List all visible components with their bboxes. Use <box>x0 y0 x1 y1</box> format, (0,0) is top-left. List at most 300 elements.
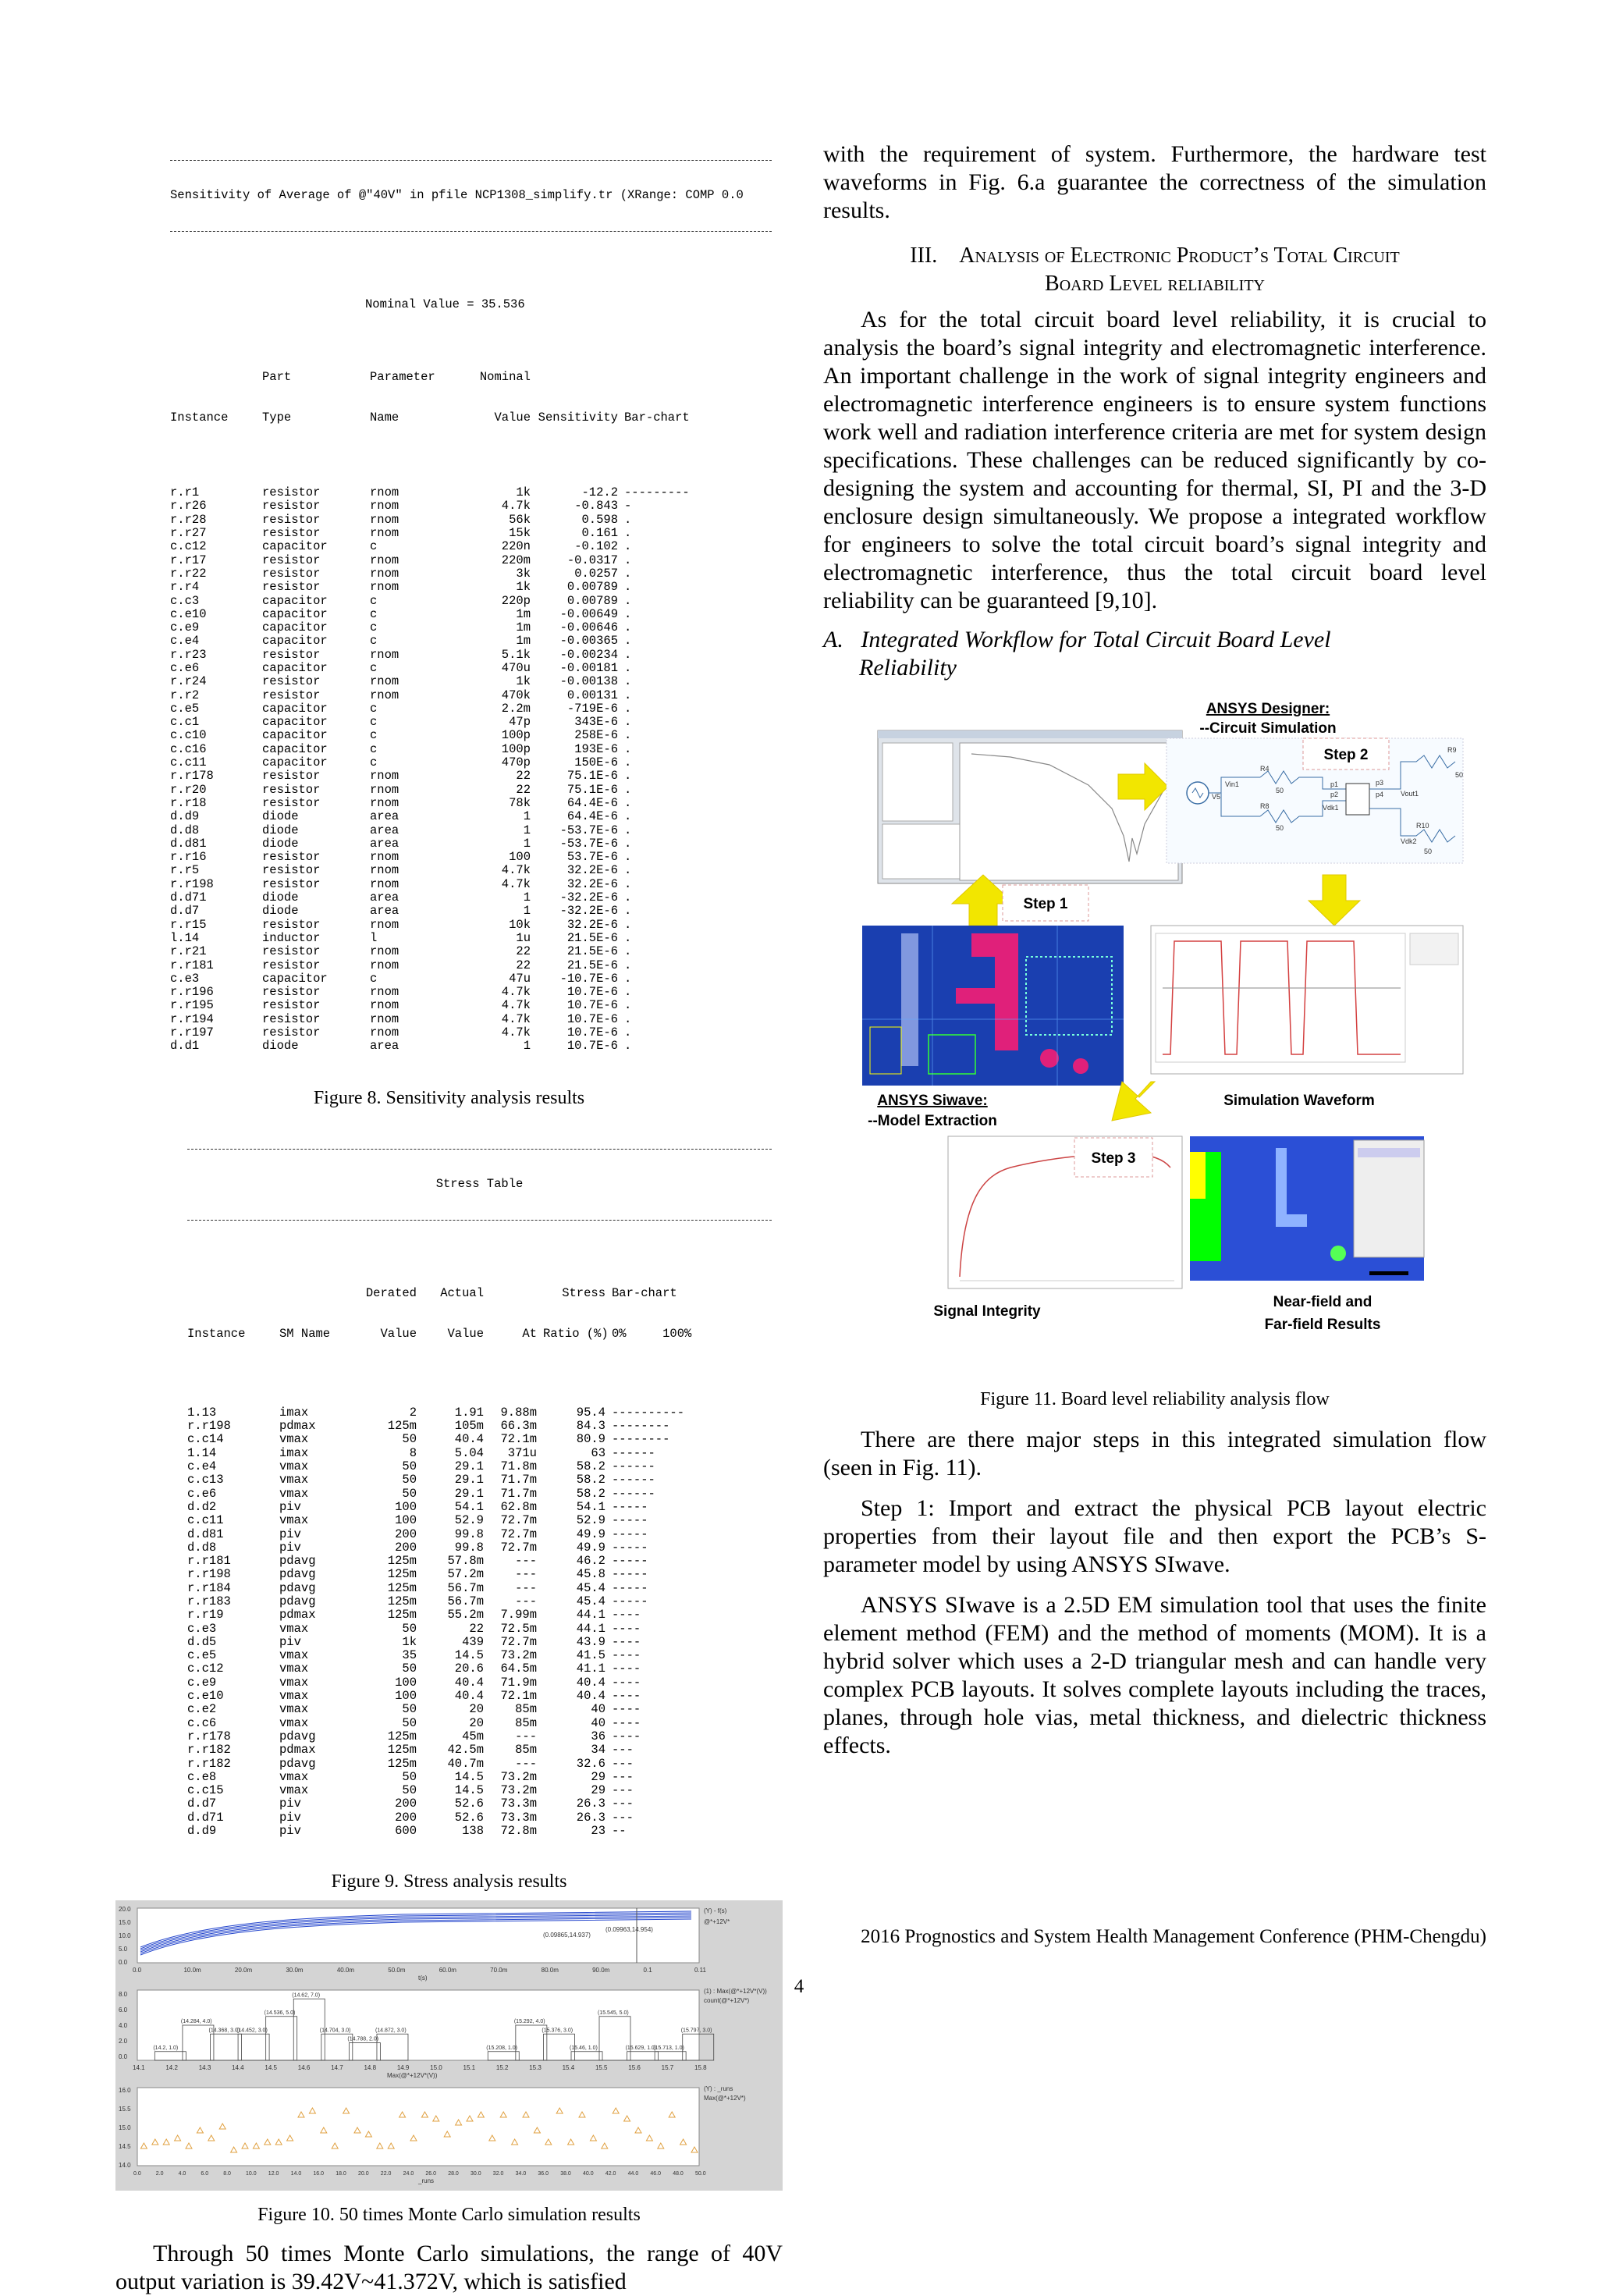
table-cell: . <box>624 553 632 567</box>
table-cell: 41.1 <box>576 1662 605 1676</box>
table-cell: 53.7E-6 <box>566 850 618 865</box>
table-cell: 80.9 <box>576 1432 605 1447</box>
table-cell: 73.3m <box>500 1797 537 1811</box>
table-cell: capacitor <box>262 606 328 621</box>
figure-11 <box>854 699 1471 1386</box>
table-cell: 99.8 <box>454 1540 484 1555</box>
histogram-label: (14.704, 3.0) <box>319 2028 351 2034</box>
header-cell: Value <box>380 1327 417 1342</box>
table-cell: . <box>624 1025 632 1040</box>
table-row <box>170 608 772 621</box>
plot3-xtick: 2.0 <box>155 2170 164 2177</box>
plot2-ytick: 0.0 <box>119 2053 128 2060</box>
table-cell: --- <box>515 1594 537 1608</box>
table-cell: rnom <box>370 863 400 878</box>
right-paragraph-0: with the requirement of system. Furthermore, the hardware test waveforms in Fig. 6.a guarantee the correctness of the simulation results. <box>823 141 1486 223</box>
table-row <box>187 1541 772 1555</box>
table-cell: . <box>624 958 632 972</box>
table-cell: diode <box>262 809 299 824</box>
table-cell: resistor <box>262 674 321 689</box>
table-cell: 470u <box>501 660 531 675</box>
fig8-nominal: Nominal Value = 35.536 <box>365 297 525 312</box>
monte-carlo-plots <box>115 1900 783 2191</box>
schem-p4: p4 <box>1376 791 1384 798</box>
table-cell: 50 <box>402 1621 417 1636</box>
table-cell: c.c14 <box>187 1432 224 1447</box>
table-row <box>170 797 772 810</box>
schem-vout1: Vout1 <box>1401 790 1419 798</box>
table-cell: 52.6 <box>454 1797 484 1811</box>
plot1-xtick: 50.0m <box>388 1966 406 1974</box>
table-cell: ----- <box>612 1580 648 1595</box>
table-cell: 21.5E-6 <box>566 958 618 972</box>
table-cell: rnom <box>370 688 400 702</box>
histogram-label: (15.713, 1.0) <box>653 2045 684 2051</box>
table-cell: resistor <box>262 512 321 527</box>
table-cell: vmax <box>279 1715 309 1730</box>
table-cell: 125m <box>387 1729 417 1743</box>
table-cell: 29.1 <box>454 1459 484 1474</box>
table-cell: . <box>624 701 632 716</box>
table-cell: c <box>370 701 378 716</box>
table-cell: ----- <box>612 1499 648 1514</box>
table-row <box>187 1730 772 1743</box>
table-cell: 200 <box>395 1797 417 1811</box>
table-cell: ---- <box>612 1662 641 1676</box>
table-cell: 1k <box>516 580 531 595</box>
histogram-label: (14.452, 3.0) <box>236 2028 268 2034</box>
table-cell: . <box>624 863 632 878</box>
table-cell: ---------- <box>612 1405 685 1420</box>
table-cell: c.c11 <box>187 1513 224 1528</box>
right-paragraph-3: Step 1: Import and extract the physical PCB layout electric properties from their layout file and then export the PCB’s S-parameter model by using ANSYS SIwave. <box>823 1495 1486 1577</box>
fig9-rows <box>187 1406 772 1839</box>
plot1-annotation: (0.09865,14.937) <box>543 1931 591 1939</box>
table-cell: 100 <box>509 850 531 865</box>
table-cell: 40.4 <box>576 1675 605 1690</box>
table-cell: r.r184 <box>187 1580 231 1595</box>
table-cell: capacitor <box>262 755 328 770</box>
plot3-xtick: 16.0 <box>313 2170 325 2177</box>
table-cell: 71.7m <box>500 1486 537 1501</box>
table-cell: 99.8 <box>454 1527 484 1541</box>
table-cell: capacitor <box>262 715 328 730</box>
table-cell: 0.161 <box>581 526 618 541</box>
table-cell: . <box>624 1011 632 1026</box>
table-cell: -0.843 <box>574 499 618 514</box>
table-cell: c.e4 <box>187 1459 217 1474</box>
table-cell: 14.5 <box>454 1783 484 1798</box>
table-cell: . <box>624 809 632 824</box>
table-row <box>170 702 772 716</box>
table-cell: rnom <box>370 674 400 689</box>
table-cell: 22 <box>516 944 531 959</box>
table-cell: ----- <box>612 1527 648 1541</box>
table-row <box>170 891 772 905</box>
table-cell: pdavg <box>279 1729 316 1743</box>
table-cell: . <box>624 620 632 635</box>
table-cell: rnom <box>370 485 400 500</box>
signal-integrity-label: Signal Integrity <box>933 1303 1041 1320</box>
table-cell: d.d81 <box>187 1527 224 1541</box>
table-cell: c.e4 <box>170 634 200 649</box>
table-cell: 40.4 <box>454 1432 484 1447</box>
table-row <box>187 1690 772 1703</box>
plot2-xlabel: Max(@*+12V*(V)) <box>387 2071 438 2079</box>
plot3-ytick: 14.5 <box>119 2142 131 2150</box>
plot3-xtick: 22.0 <box>380 2170 392 2177</box>
header-cell: Derated <box>365 1286 417 1301</box>
plot2-ytick: 2.0 <box>119 2037 128 2045</box>
table-cell: . <box>624 971 632 986</box>
table-row <box>187 1622 772 1636</box>
table-row <box>187 1771 772 1784</box>
subsection-letter: A. <box>823 627 843 652</box>
table-cell: vmax <box>279 1432 309 1447</box>
table-cell: --- <box>515 1554 537 1569</box>
table-cell: 63 <box>591 1445 605 1460</box>
table-cell: 32.6 <box>576 1756 605 1771</box>
table-cell: 1 <box>523 823 531 837</box>
table-row <box>170 729 772 742</box>
header-cell: Ratio (%) <box>543 1327 609 1342</box>
table-cell: . <box>624 526 632 541</box>
table-cell: 47u <box>509 971 531 986</box>
table-cell: diode <box>262 890 299 905</box>
plot2-legend-2: count(@*+12V*) <box>704 1996 750 2004</box>
table-row <box>187 1568 772 1581</box>
table-cell: 1 <box>523 809 531 824</box>
table-cell: -12.2 <box>581 485 618 500</box>
table-cell: --- <box>515 1580 537 1595</box>
table-cell: 20 <box>469 1715 484 1730</box>
table-row <box>170 595 772 608</box>
table-row <box>170 716 772 729</box>
histogram-label: (15.376, 3.0) <box>542 2028 574 2034</box>
plot2-xtick: 14.3 <box>198 2063 211 2071</box>
table-cell: 56.7m <box>447 1580 484 1595</box>
table-row <box>187 1473 772 1487</box>
table-cell: ---- <box>612 1689 641 1704</box>
fig8-caption: Figure 8. Sensitivity analysis results <box>313 1088 585 1109</box>
table-cell: 46.2 <box>576 1554 605 1569</box>
table-cell: diode <box>262 1039 299 1054</box>
table-cell: -- <box>612 1824 627 1839</box>
table-cell: r.r17 <box>170 553 207 567</box>
table-cell: . <box>624 566 632 581</box>
table-cell: 4.7k <box>501 985 531 1000</box>
table-cell: ------ <box>612 1459 655 1474</box>
table-row <box>170 919 772 932</box>
table-cell: . <box>624 647 632 662</box>
plot3-legend-2: Max(@*+12V*) <box>704 2094 746 2102</box>
plot2-xtick: 14.7 <box>331 2063 343 2071</box>
table-cell: 1k <box>516 485 531 500</box>
table-cell: 56k <box>509 512 531 527</box>
table-cell: 10.7E-6 <box>566 1011 618 1026</box>
table-row <box>170 784 772 797</box>
table-cell: 50 <box>402 1459 417 1474</box>
table-cell: 258E-6 <box>574 728 618 743</box>
table-cell: resistor <box>262 795 321 810</box>
table-row <box>170 1026 772 1040</box>
table-cell: r.r2 <box>170 688 200 702</box>
plot1-ytick: 0.0 <box>119 1958 128 1966</box>
table-cell: -0.00649 <box>559 606 618 621</box>
plot1-xtick: 90.0m <box>592 1966 610 1974</box>
table-cell: pdmax <box>279 1743 316 1758</box>
plot1-xtick: 40.0m <box>336 1966 355 1974</box>
right-paragraph-4: ANSYS SIwave is a 2.5D EM simulation tool that uses the finite element method (FEM) and the method of moments (MOM). It is a hybrid solver which uses a 2-D triangular mesh and can handle very complex PCB layouts. It solves complete layouts including the traces, planes, through hole vias, metal thickness, and dielectric thickness effects. <box>823 1592 1486 1758</box>
table-cell: --- <box>612 1769 634 1784</box>
plot1-legend: (Y) - f(s) <box>704 1907 727 1914</box>
table-cell: 45.4 <box>576 1594 605 1608</box>
table-cell: vmax <box>279 1689 309 1704</box>
table-cell: r.r23 <box>170 647 207 662</box>
table-cell: 20.6 <box>454 1662 484 1676</box>
plot2-xtick: 14.9 <box>396 2063 410 2071</box>
table-cell: --- <box>612 1797 634 1811</box>
schem-r10: R10 <box>1416 822 1429 830</box>
table-cell: r.r27 <box>170 526 207 541</box>
simulation-waveform-label: Simulation Waveform <box>1223 1093 1375 1109</box>
table-cell: resistor <box>262 485 321 500</box>
table-row <box>170 514 772 527</box>
right-paragraph-1: As for the total circuit board level reliability, it is crucial to analysis the board’s signal integrity and electromagnetic interference. An important challenge in the work of signal integrity engineers and electromagnetic interference engineers is to ensure system functions work well and radiation interference criteria are met for system design specifications. These challenges can be reduced significantly by co-designing the system and accounting for thermal, SI, PI and the 3-D enclosure design simultaneously. We propose a integrated workflow for engineers to solve the total circuit board’s signal integrity and electromagnetic interference, thus the total circuit board level reliability can be guaranteed [9,10]. <box>823 307 1486 613</box>
schem-50b: 50 <box>1276 824 1284 832</box>
table-cell: . <box>624 512 632 527</box>
plot3-legend: (Y) : _runs <box>704 2085 733 2092</box>
table-cell: c <box>370 971 378 986</box>
table-cell: 40 <box>591 1702 605 1717</box>
table-cell: rnom <box>370 512 400 527</box>
plot3-xlabel: _runs <box>418 2177 435 2184</box>
table-cell: rnom <box>370 580 400 595</box>
header-cell: SM Name <box>279 1327 331 1342</box>
table-cell: c <box>370 755 378 770</box>
table-cell: piv <box>279 1634 301 1649</box>
table-row <box>170 540 772 553</box>
table-cell: 34 <box>591 1743 605 1758</box>
conference-footer: 2016 Prognostics and System Health Management Conference (PHM-Chengdu) <box>861 1926 1486 1947</box>
table-row <box>187 1825 772 1838</box>
header-cell: Part <box>262 369 292 384</box>
table-cell: 22 <box>516 769 531 784</box>
header-cell <box>187 1287 279 1300</box>
table-cell: pdavg <box>279 1567 316 1582</box>
plot3-xtick: 0.0 <box>133 2170 141 2177</box>
fig8-column-headers <box>170 371 772 384</box>
table-cell: . <box>624 782 632 797</box>
table-cell: rnom <box>370 647 400 662</box>
plot3-xtick: 26.0 <box>425 2170 437 2177</box>
table-cell: capacitor <box>262 593 328 608</box>
table-cell: area <box>370 836 400 851</box>
table-row <box>187 1784 772 1797</box>
table-row <box>187 1676 772 1690</box>
table-cell: ----- <box>612 1554 648 1569</box>
plot2-xtick: 15.2 <box>495 2063 509 2071</box>
table-cell: pdmax <box>279 1608 316 1622</box>
table-cell: 71.8m <box>500 1459 537 1474</box>
table-cell: . <box>624 890 632 905</box>
table-cell: rnom <box>370 1011 400 1026</box>
header-cell: Instance <box>170 410 229 425</box>
table-cell: resistor <box>262 863 321 878</box>
table-cell: r.r195 <box>170 998 214 1013</box>
table-cell: 0.00131 <box>566 688 618 702</box>
table-cell: resistor <box>262 917 321 932</box>
table-cell: capacitor <box>262 728 328 743</box>
table-cell: 50 <box>402 1432 417 1447</box>
table-cell: 71.9m <box>500 1675 537 1690</box>
schem-vdk1: Vdk1 <box>1323 804 1339 812</box>
header-cell: Value <box>447 1327 484 1342</box>
table-cell: r.r18 <box>170 795 207 810</box>
plot3-xtick: 42.0 <box>605 2170 616 2177</box>
schem-p2: p2 <box>1330 791 1339 798</box>
table-cell: d.d1 <box>170 1039 200 1054</box>
table-cell: capacitor <box>262 634 328 649</box>
table-cell: 29 <box>591 1769 605 1784</box>
table-row <box>170 986 772 999</box>
table-cell: . <box>624 930 632 945</box>
table-row <box>170 999 772 1012</box>
table-cell: 50 <box>402 1769 417 1784</box>
table-cell: 29.1 <box>454 1473 484 1487</box>
table-cell: c.c16 <box>170 741 207 756</box>
header-cell: At <box>522 1327 537 1342</box>
table-cell: 22 <box>469 1621 484 1636</box>
plot1-area <box>137 1908 699 1963</box>
table-cell: 439 <box>462 1634 484 1649</box>
header-cell: Nominal <box>479 369 531 384</box>
header-cell <box>537 371 624 384</box>
plot3-xtick: 32.0 <box>492 2170 504 2177</box>
table-cell: 105m <box>454 1419 484 1434</box>
header-cell: 0% 100% <box>612 1327 692 1342</box>
table-cell: c.c1 <box>170 715 200 730</box>
table-cell: 40.4 <box>576 1689 605 1704</box>
table-row <box>187 1758 772 1771</box>
table-cell: 52.9 <box>454 1513 484 1528</box>
table-cell: -0.00234 <box>559 647 618 662</box>
table-row <box>187 1649 772 1662</box>
plot2-xtick: 14.6 <box>297 2063 311 2071</box>
table-cell: ------ <box>612 1473 655 1487</box>
table-cell: . <box>624 998 632 1013</box>
plot3-xtick: 50.0 <box>695 2170 706 2177</box>
table-cell: 29.1 <box>454 1486 484 1501</box>
table-cell: -0.0317 <box>566 553 618 567</box>
plot2-xtick: 14.5 <box>265 2063 277 2071</box>
table-cell: diode <box>262 836 299 851</box>
plot1-xtick: 30.0m <box>286 1966 304 1974</box>
table-cell: 200 <box>395 1527 417 1541</box>
table-cell: c <box>370 606 378 621</box>
table-cell: c <box>370 728 378 743</box>
plot3-xtick: 4.0 <box>178 2170 186 2177</box>
table-cell: vmax <box>279 1702 309 1717</box>
table-cell: 15k <box>509 526 531 541</box>
table-cell: . <box>624 944 632 959</box>
table-cell: 1.91 <box>454 1405 484 1420</box>
table-cell: diode <box>262 823 299 837</box>
table-cell: 125m <box>387 1594 417 1608</box>
table-row <box>170 527 772 540</box>
schem-vdk2: Vdk2 <box>1401 837 1417 845</box>
table-cell: c.e10 <box>187 1689 224 1704</box>
table-cell: pdmax <box>279 1419 316 1434</box>
table-cell: c.c11 <box>170 755 207 770</box>
table-cell: 1u <box>516 930 531 945</box>
table-cell: ---- <box>612 1715 641 1730</box>
plot2-xtick: 14.1 <box>133 2063 145 2071</box>
table-cell: 85m <box>515 1743 537 1758</box>
table-cell: r.r20 <box>170 782 207 797</box>
table-cell: 72.5m <box>500 1621 537 1636</box>
table-row <box>170 945 772 958</box>
table-row <box>170 756 772 769</box>
table-cell: 0.598 <box>581 512 618 527</box>
table-cell: c.e6 <box>170 660 200 675</box>
table-row <box>187 1555 772 1568</box>
table-cell: 1m <box>516 620 531 635</box>
table-cell: 72.1m <box>500 1432 537 1447</box>
table-cell: 22 <box>516 958 531 972</box>
table-cell: c.e5 <box>170 701 200 716</box>
table-row <box>170 1013 772 1026</box>
plot3-ytick: 15.0 <box>119 2124 131 2131</box>
table-cell: . <box>624 917 632 932</box>
table-row <box>170 499 772 513</box>
plot1-annotation-2: (0.09963,14.954) <box>605 1925 653 1933</box>
table-cell: capacitor <box>262 971 328 986</box>
table-cell: 72.7m <box>500 1540 537 1555</box>
table-cell: ---- <box>612 1702 641 1717</box>
table-cell: 72.1m <box>500 1689 537 1704</box>
figure-10 <box>115 1900 783 2191</box>
schem-50a: 50 <box>1276 787 1284 794</box>
table-cell: 1k <box>516 674 531 689</box>
table-cell: pdavg <box>279 1594 316 1608</box>
table-cell: 58.2 <box>576 1486 605 1501</box>
table-cell: 1 <box>523 1039 531 1054</box>
table-cell: . <box>624 836 632 851</box>
table-row <box>187 1608 772 1622</box>
table-cell: 32.2E-6 <box>566 863 618 878</box>
header-cell: Instance <box>187 1327 246 1342</box>
table-cell: c.c12 <box>170 539 207 554</box>
table-cell: . <box>624 728 632 743</box>
table-cell: area <box>370 809 400 824</box>
step3-label: Step 3 <box>1091 1150 1136 1167</box>
fig9-title: Stress Table <box>435 1177 524 1192</box>
table-cell: r.r197 <box>170 1025 214 1040</box>
table-cell: 36 <box>591 1729 605 1743</box>
table-cell: rnom <box>370 958 400 972</box>
table-cell: 44.1 <box>576 1621 605 1636</box>
table-cell: 21.5E-6 <box>566 944 618 959</box>
table-cell: r.r24 <box>170 674 207 689</box>
table-cell: rnom <box>370 876 400 891</box>
table-cell: r.r182 <box>187 1756 231 1771</box>
plot1-xtick: 0.11 <box>694 1966 706 1974</box>
table-cell: d.d2 <box>187 1499 217 1514</box>
plot2-xtick: 14.8 <box>364 2063 377 2071</box>
plot3-xtick: 46.0 <box>650 2170 662 2177</box>
table-cell: --------- <box>624 485 690 500</box>
